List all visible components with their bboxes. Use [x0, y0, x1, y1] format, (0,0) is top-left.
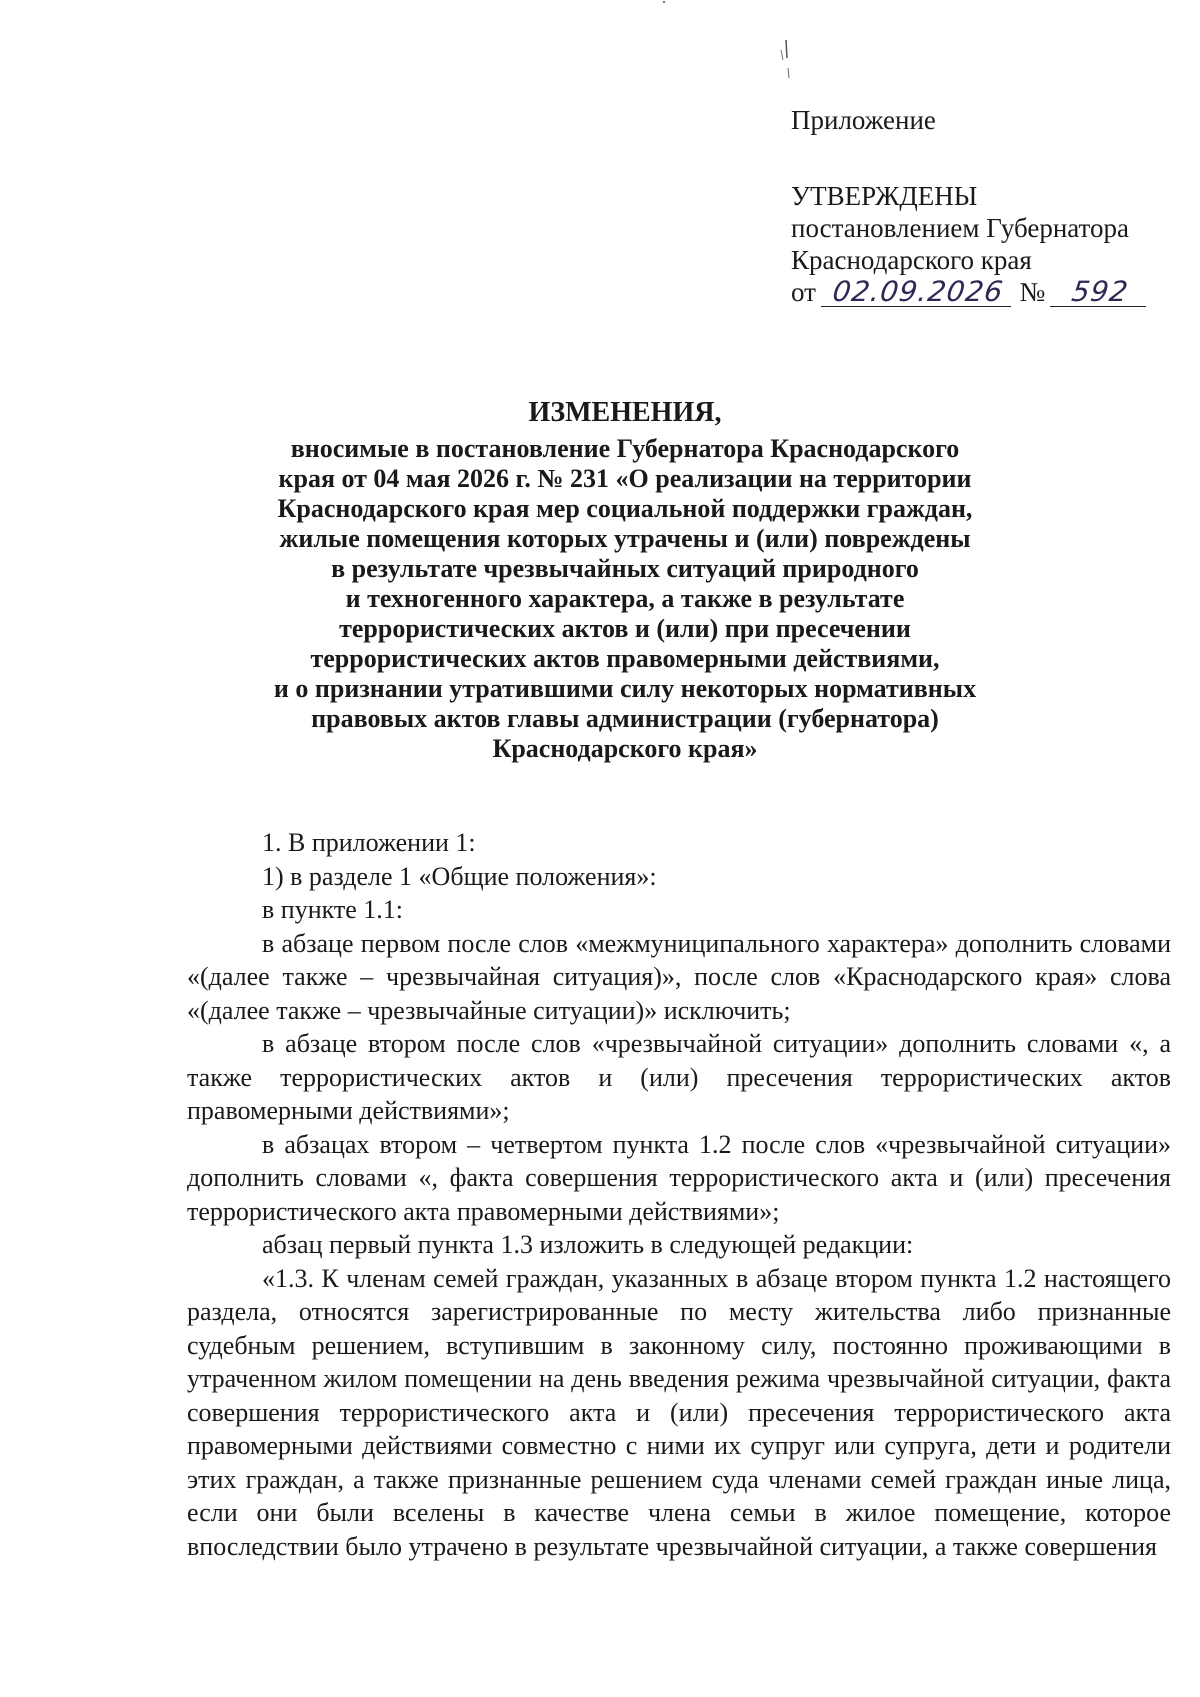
- body-paragraph: в абзаце первом после слов «межмуниципального характера» дополнить словами «(далее также – чрезвычайная ситуация)», после слов «Краснодарского края» слова «(далее также – чрезвычайные ситуации)» исключить;: [187, 928, 1171, 1025]
- subtitle-line: вносимые в постановление Губернатора Краснодарского: [290, 434, 960, 463]
- approval-stamp-block: [791, 104, 1171, 308]
- subtitle-line: правовых актов главы администрации (губернатора): [311, 704, 939, 733]
- body-paragraph: 1) в разделе 1 «Общие положения»:: [262, 861, 657, 891]
- subtitle-line: и техногенного характера, а также в результате: [345, 584, 905, 613]
- subtitle-line: края от 04 мая 2026 г. № 231 «О реализации на территории: [278, 464, 972, 493]
- handwritten-date: 02.09.2026: [821, 278, 1015, 307]
- scan-artifacts: [0, 0, 1200, 120]
- subtitle-line: жилые помещения которых утрачены и (или) повреждены: [279, 524, 971, 553]
- document-title: ИЗМЕНЕНИЯ,: [528, 397, 722, 428]
- body-paragraph: в абзаце втором после слов «чрезвычайной ситуации» дополнить словами «, а также террористических актов и (или) пресечения террористических актов правомерными действиями»;: [187, 1029, 1171, 1125]
- resolution-date-number-line: [791, 276, 1171, 308]
- approved-label: УТВЕРЖДЕНЫ: [791, 181, 978, 211]
- document-title-block: [230, 398, 1020, 764]
- handwritten-number: 592: [1050, 278, 1150, 307]
- body-paragraph: в пункте 1.1:: [262, 895, 404, 924]
- appendix-label: Приложение: [791, 105, 936, 135]
- approved-by-resolution: постановлением Губернатора: [791, 213, 1129, 243]
- subtitle-line: Краснодарского края мер социальной поддержки граждан,: [277, 494, 973, 523]
- body-paragraph: в абзацах втором – четвертом пункта 1.2 после слов «чрезвычайной ситуации» дополнить словами «, факта совершения террористического акта и (или) пресечения террористического акта правомерными действиями»;: [187, 1129, 1171, 1226]
- subtitle-line: Краснодарского края»: [492, 734, 758, 763]
- document-body: [187, 826, 1171, 1563]
- document-subtitle: [230, 434, 1020, 764]
- subtitle-line: террористических актов правомерными действиями,: [310, 644, 940, 673]
- body-paragraph: 1. В приложении 1:: [262, 828, 476, 857]
- date-prefix: от: [791, 277, 816, 307]
- number-prefix: №: [1019, 277, 1046, 307]
- subtitle-line: террористических актов и (или) при пресечении: [339, 614, 911, 643]
- approved-region: Краснодарского края: [791, 245, 1032, 275]
- body-paragraph: «1.3. К членам семей граждан, указанных в абзаце втором пункта 1.2 настоящего раздела, относятся зарегистрированные по месту жительства либо признанные судебным решением, вступившим в законному силу, постоянно проживающими в утраченном жилом помещении на день введения режима чрезвычайной ситуации, факта совершения террористического акта и (или) пресечения террористического акта правомерными действиями совместно с ними их супруг или супруга, дети и родители этих граждан, а также признанные решением суда членами семей граждан иные лица, если они были вселены в качестве члена семьи в жилое помещение, которое впоследствии было утрачено в результате чрезвычайной ситуации, а также совершения: [187, 1263, 1171, 1561]
- subtitle-line: в результате чрезвычайных ситуаций природного: [331, 554, 919, 583]
- body-paragraph: абзац первый пункта 1.3 изложить в следующей редакции:: [262, 1230, 914, 1259]
- subtitle-line: и о признании утратившими силу некоторых нормативных: [273, 674, 977, 703]
